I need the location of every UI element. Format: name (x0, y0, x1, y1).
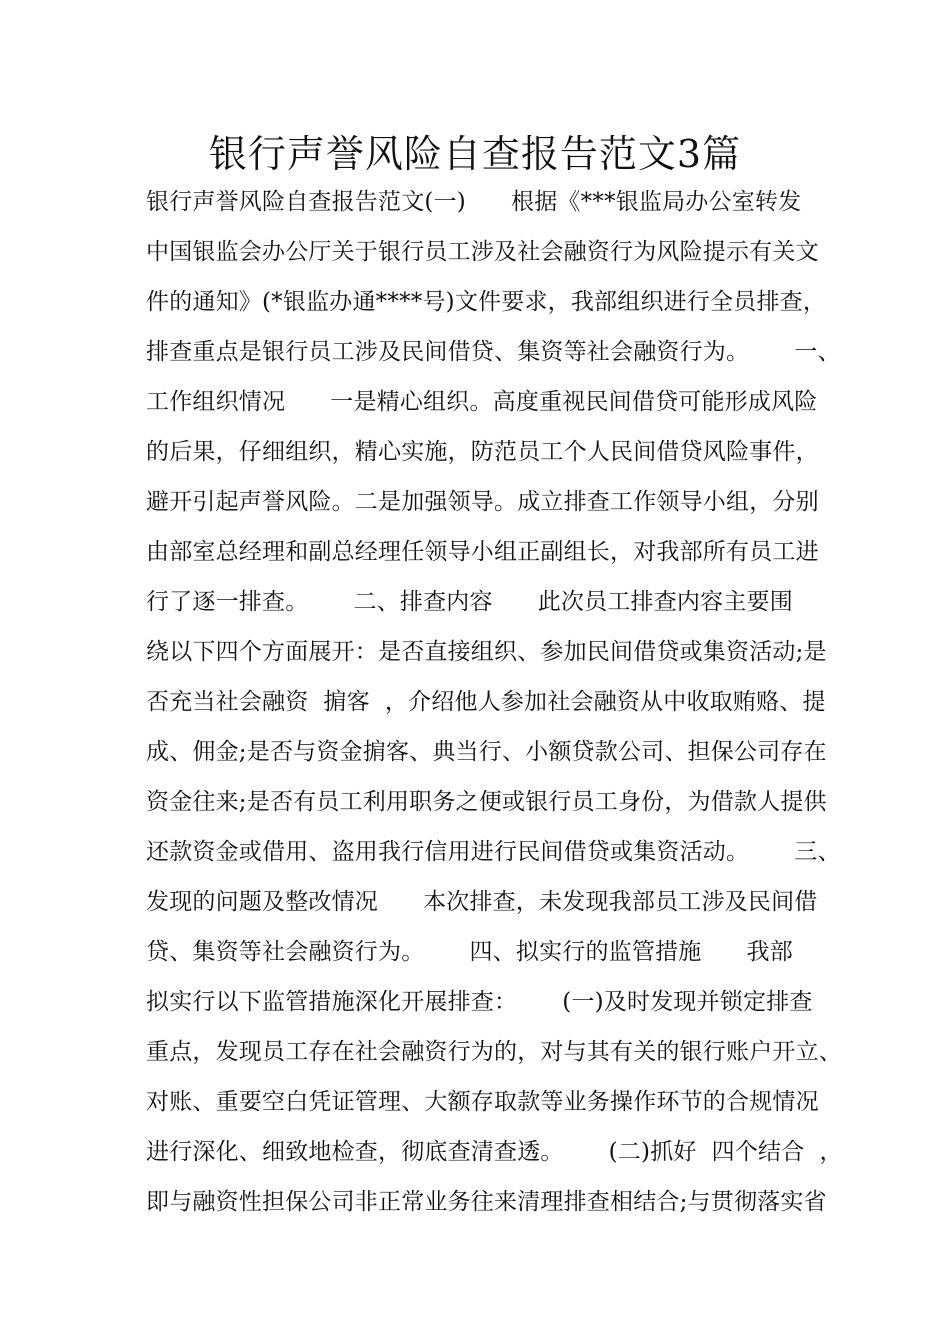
body-line: 贷、集资等社会融资行为。 四、拟实行的监管措施 我部 (146, 939, 793, 965)
body-line: 发现的问题及整改情况 本次排查，未发现我部员工涉及民间借 (146, 889, 818, 915)
body-line: 即与融资性担保公司非正常业务往来清理排查相结合;与贯彻落实省 (146, 1189, 827, 1215)
body-line: 的后果，仔细组织，精心实施，防范员工个人民间借贷风险事件， (146, 439, 819, 465)
body-line: 还款资金或借用、盗用我行信用进行民间借贷或集资活动。 三、 (146, 839, 841, 865)
body-line: 资金往来;是否有员工利用职务之便或银行员工身份，为借款人提供 (146, 789, 827, 815)
body-line: 否充当社会融资 掮客 ，介绍他人参加社会融资从中收取贿赂、提 (146, 689, 826, 715)
body-line: 重点，发现员工存在社会融资行为的，对与其有关的银行账户开立、 (146, 1039, 842, 1065)
body-line: 由部室总经理和副总经理任领导小组正副组长，对我部所有员工进 (146, 539, 819, 565)
body-line: 工作组织情况 一是精心组织。高度重视民间借贷可能形成风险 (146, 389, 818, 415)
body-line: 行了逐一排查。 二、排查内容 此次员工排查内容主要围 (146, 589, 793, 615)
body-line: 进行深化、细致地检查，彻底查清查透。 (二)抓好 四个结合 ， (146, 1139, 843, 1165)
body-line: 成、佣金;是否与资金掮客、典当行、小额贷款公司、担保公司存在 (146, 739, 827, 765)
body-line: 拟实行以下监管措施深化开展排查： (一)及时发现并锁定排查 (146, 989, 813, 1015)
document-title: 银行声誉风险自查报告范文3篇 (208, 132, 742, 176)
body-line: 对账、重要空白凭证管理、大额存取款等业务操作环节的合规情况 (146, 1089, 819, 1115)
body-line: 件的通知》(*银监办通****号)文件要求，我部组织进行全员排查， (146, 289, 827, 315)
body-line: 中国银监会办公厅关于银行员工涉及社会融资行为风险提示有关文 (146, 239, 819, 265)
body-line: 排查重点是银行员工涉及民间借贷、集资等社会融资行为。 一、 (146, 339, 841, 365)
body-line: 绕以下四个方面展开：是否直接组织、参加民间借贷或集资活动;是 (146, 639, 827, 665)
body-line: 银行声誉风险自查报告范文(一) 根据《***银监局办公室转发 (146, 189, 802, 215)
body-line: 避开引起声誉风险。二是加强领导。成立排查工作领导小组，分别 (146, 489, 819, 515)
